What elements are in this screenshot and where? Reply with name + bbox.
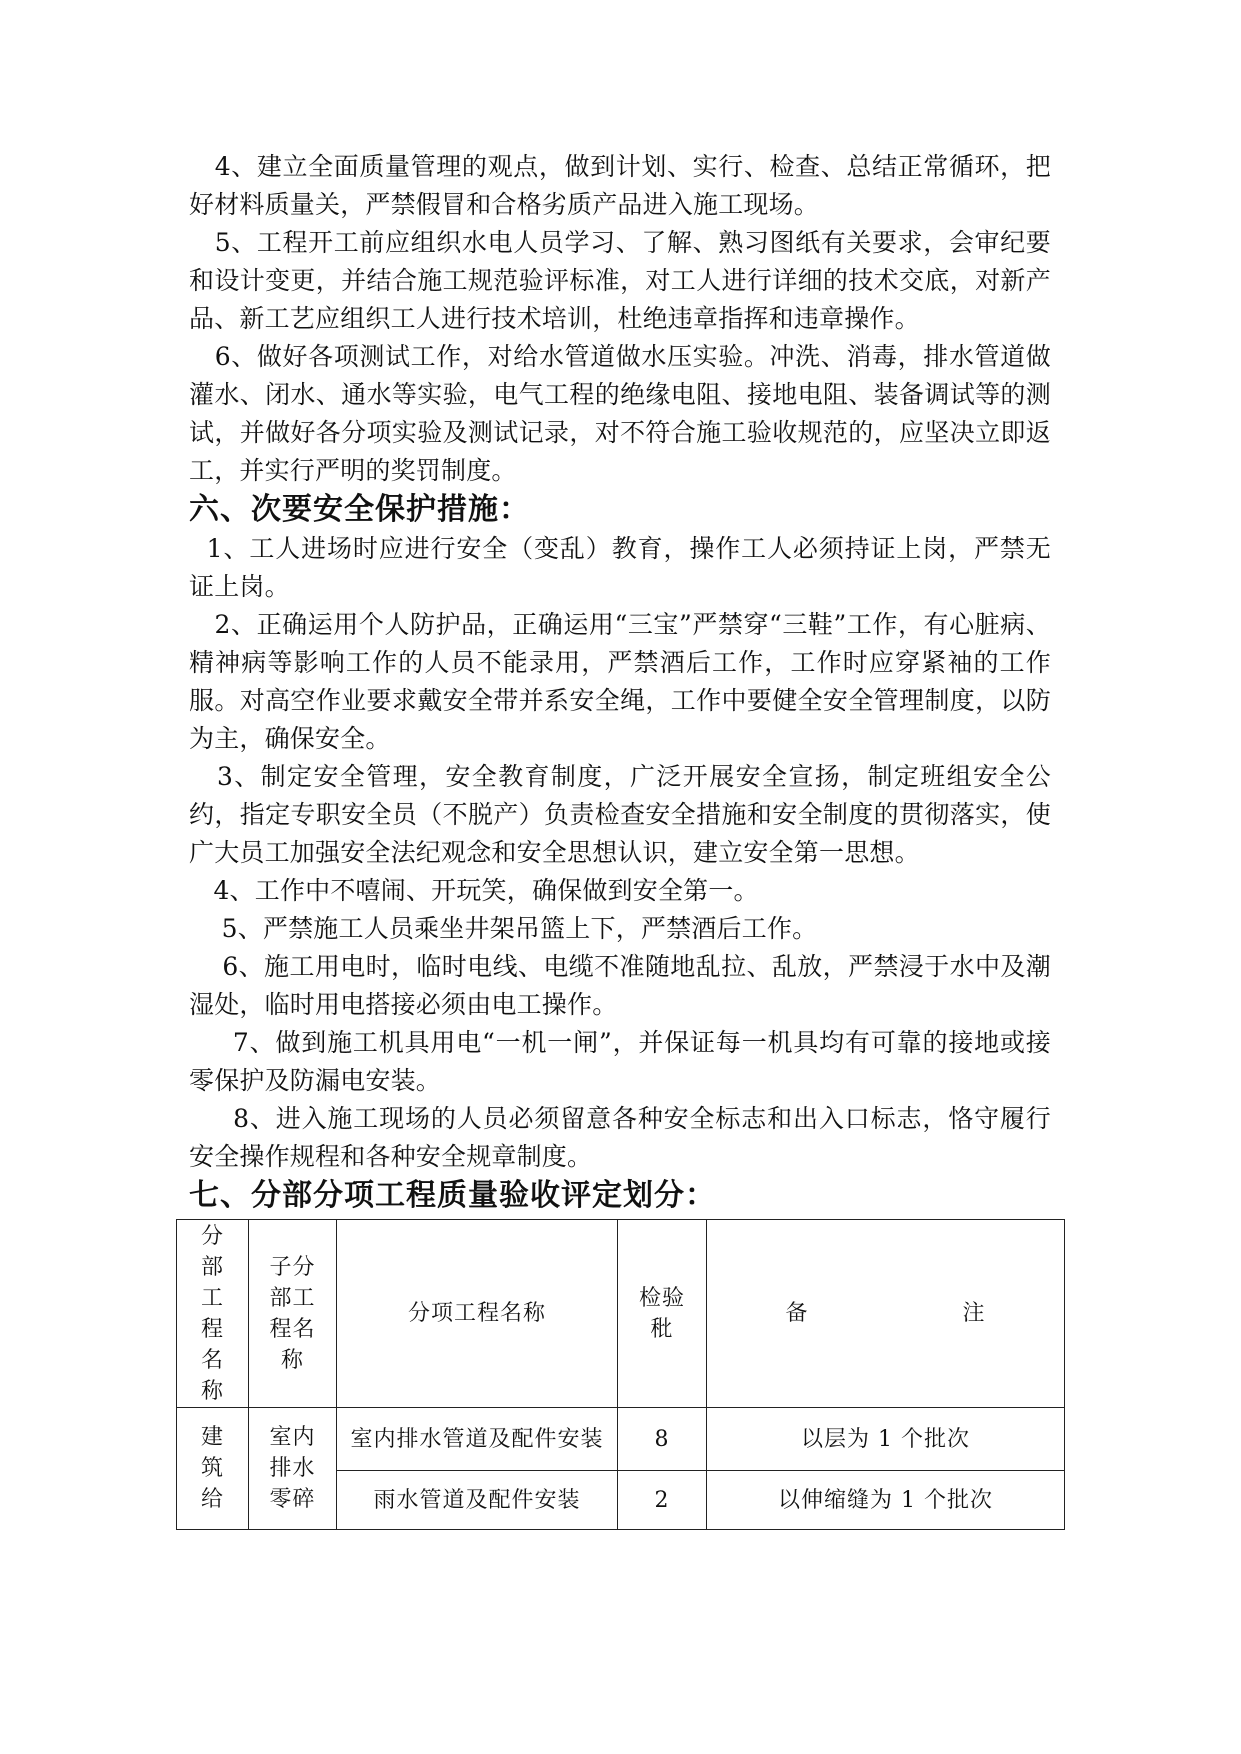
section-7-heading: 七、分部分项工程质量验收评定划分： xyxy=(189,1178,716,1213)
paragraph-item-5: 5、工程开工前应组织水电人员学习、了解、熟习图纸有关要求，会审纪要和设计变更，并结合施工规范验评标准，对工人进行详细的技术交底，对新产品、新工艺应组织工人进行技术培训，杜绝违章指挥和违章操作。 xyxy=(189,228,1051,333)
section-6-heading: 六、次要安全保护措施： xyxy=(189,492,530,527)
safety-item-7: 7、做到施工机具用电“一机一闸”，并保证每一机具均有可靠的接地或接零保护及防漏电安装。 xyxy=(189,1028,1051,1095)
item-name-cell: 室内排水管道及配件安装 xyxy=(337,1408,618,1471)
division-cell: 建筑给 xyxy=(177,1408,249,1530)
remark-cell: 以层为 1 个批次 xyxy=(707,1408,1065,1471)
header-remarks-right: 注 xyxy=(962,1301,986,1326)
header-inspection-batch: 检验秕 xyxy=(618,1220,707,1408)
header-subdivision: 子分部工程名称 xyxy=(249,1220,337,1408)
safety-item-8: 8、进入施工现场的人员必须留意各种安全标志和出入口标志，恪守履行安全操作规程和各种安全规章制度。 xyxy=(189,1104,1051,1171)
header-item-name: 分项工程名称 xyxy=(337,1220,618,1408)
header-division: 分部工程名称 xyxy=(177,1220,249,1408)
safety-item-2: 2、正确运用个人防护品，正确运用“三宝”严禁穿“三鞋”工作，有心脏病、精神病等影响工作的人员不能录用，严禁酒后工作，工作时应穿紧袖的工作服。对高空作业要求戴安全带并系安全绳，工作中要健全安全管理制度，以防为主，确保安全。 xyxy=(189,610,1051,753)
safety-item-4: 4、工作中不嘻闹、开玩笑，确保做到安全第一。 xyxy=(189,876,759,905)
remark-cell: 以伸缩缝为 1 个批次 xyxy=(707,1471,1065,1530)
quality-acceptance-table xyxy=(176,1219,1065,1530)
batch-count-cell: 2 xyxy=(618,1471,707,1530)
header-remarks xyxy=(707,1220,1065,1408)
paragraph-item-6: 6、做好各项测试工作，对给水管道做水压实验。冲洗、消毒，排水管道做灌水、闭水、通水等实验，电气工程的绝缘电阻、接地电阻、装备调试等的测试，并做好各分项实验及测试记录，对不符合施工验收规范的，应坚决立即返工，并实行严明的奖罚制度。 xyxy=(189,342,1051,485)
safety-item-3: 3、制定安全管理，安全教育制度，广泛开展安全宣扬，制定班组安全公约，指定专职安全员（不脱产）负责检查安全措施和安全制度的贯彻落实，使广大员工加强安全法纪观念和安全思想认识，建立安全第一思想。 xyxy=(189,762,1051,867)
safety-item-6: 6、施工用电时，临时电线、电缆不准随地乱拉、乱放，严禁浸于水中及潮湿处，临时用电搭接必须由电工操作。 xyxy=(189,952,1051,1019)
paragraph-item-4: 4、建立全面质量管理的观点，做到计划、实行、检查、总结正常循环，把好材料质量关，严禁假冒和合格劣质产品进入施工现场。 xyxy=(189,152,1051,219)
item-name-cell: 雨水管道及配件安装 xyxy=(337,1471,618,1530)
table-header-row xyxy=(177,1220,1065,1408)
header-remarks-left: 备 xyxy=(785,1301,809,1326)
safety-item-5: 5、严禁施工人员乘坐井架吊篮上下，严禁酒后工作。 xyxy=(189,914,818,943)
document-body xyxy=(189,148,1051,1216)
batch-count-cell: 8 xyxy=(618,1408,707,1471)
subdivision-cell: 室内排水零碎 xyxy=(249,1408,337,1530)
safety-item-1: 1、工人进场时应进行安全（变乱）教育，操作工人必须持证上岗，严禁无证上岗。 xyxy=(189,534,1052,601)
table-row xyxy=(177,1408,1065,1471)
